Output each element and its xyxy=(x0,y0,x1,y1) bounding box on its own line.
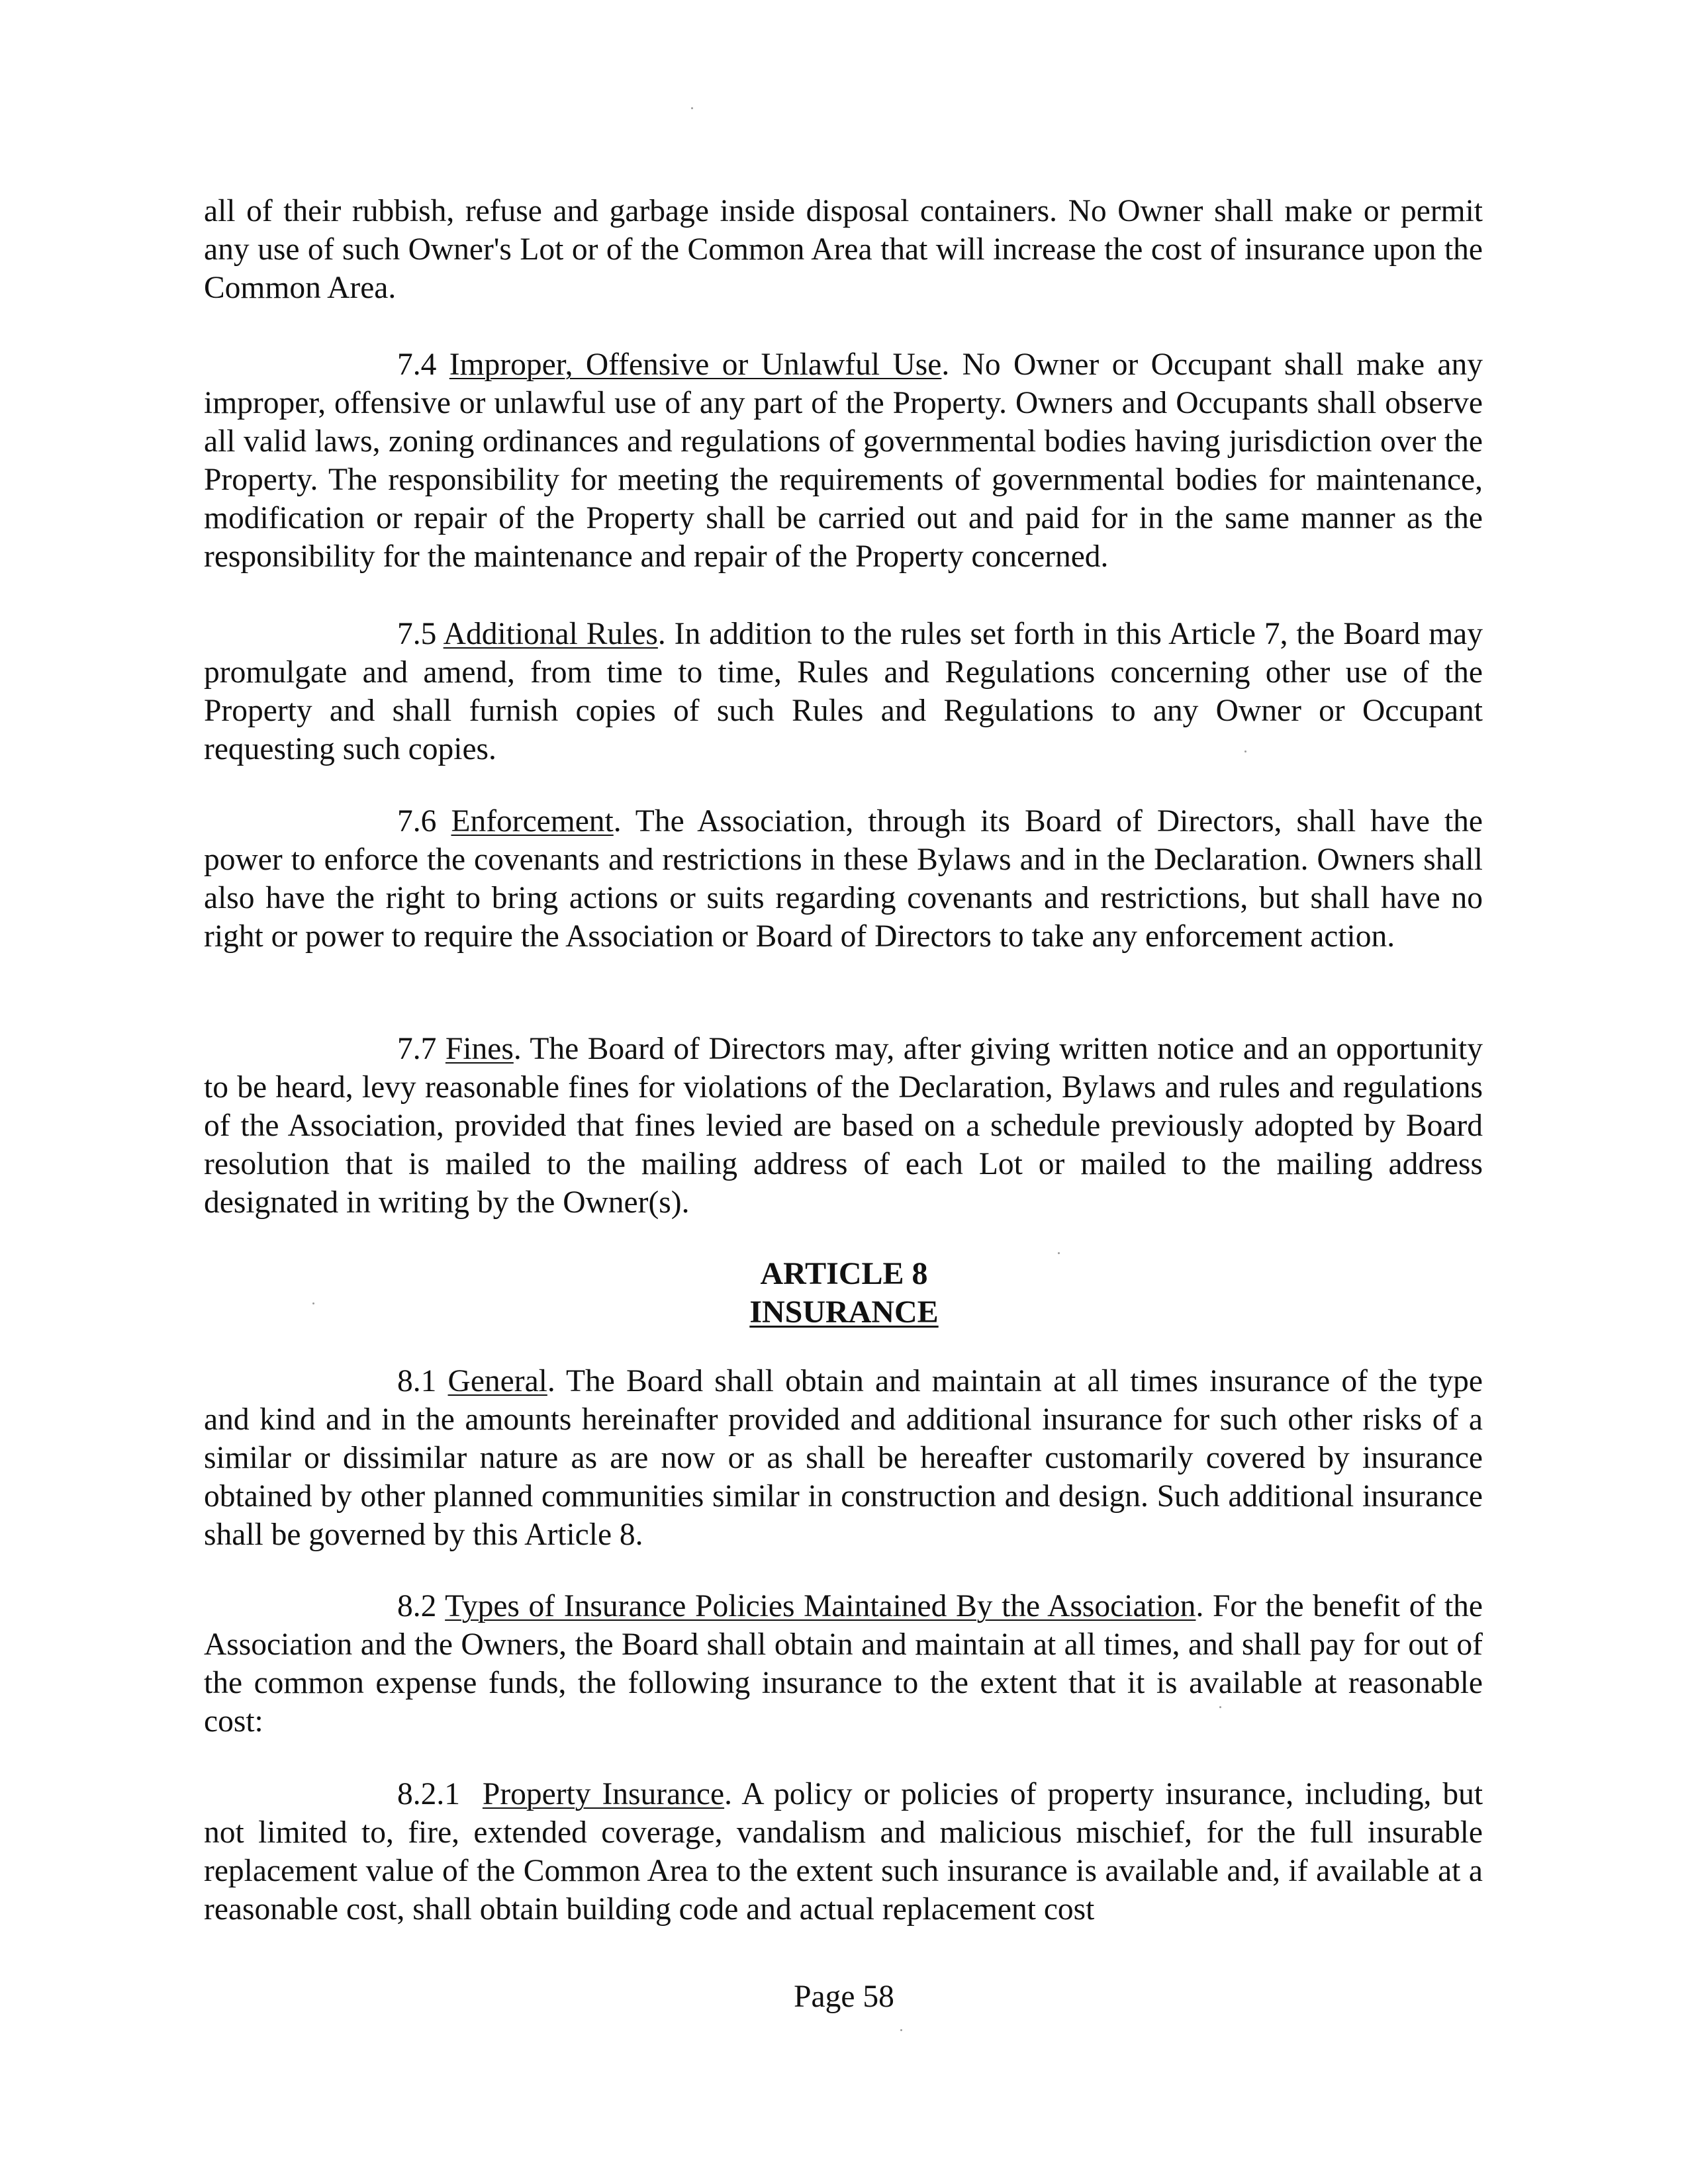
scan-speck xyxy=(312,1302,314,1304)
section-7-7: 7.7 Fines. The Board of Directors may, after giving written notice and an opportunity to be heard, levy reasonable fines for violations of the Declaration, Bylaws and rules and regulations of the Association, provided that fines levied are based on a schedule previously adopted by Board resolution that is mailed to the mailing address of each Lot or mailed to the mailing address designated in writing by the Owner(s). xyxy=(204,1032,1483,1220)
section-number: 7.7 xyxy=(397,1032,437,1066)
scan-speck xyxy=(1058,1252,1060,1254)
section-title: Additional Rules xyxy=(443,617,658,651)
section-8-2-1: 8.2.1 Property Insurance. A policy or policies of property insurance, including, but not limited to, fire, extended coverage, vandalism and malicious mischief, for the full insurable replacement value of the Common Area to the extent such insurance is available and, if available at a reasonable cost, shall obtain building code and actual replacement cost xyxy=(204,1777,1483,1927)
article-heading-title: INSURANCE xyxy=(749,1295,939,1330)
page-number: Page 58 xyxy=(794,1979,894,2014)
section-8-1: 8.1 General. The Board shall obtain and maintain at all times insurance of the type and kind and in the amounts hereinafter provided and additional insurance for such other risks of a similar or dissimilar nature as are now or as shall be hereafter customarily covered by insurance obtained by other planned communities similar in construction and design. Such additional insurance shall be governed by this Article 8. xyxy=(204,1364,1483,1552)
scan-speck xyxy=(691,107,693,109)
section-title: Enforcement xyxy=(451,804,614,839)
section-8-2: 8.2 Types of Insurance Policies Maintained By the Association. For the benefit of the Association and the Owners, the Board shall obtain and maintain at all times, and shall pay for out of the common expense funds, the following insurance to the extent that it is available at reasonable cost: xyxy=(204,1589,1483,1739)
section-title: Fines xyxy=(445,1032,514,1066)
intro-paragraph xyxy=(204,192,1483,307)
section-number: 7.4 xyxy=(397,347,437,382)
section-body: In addition to the rules set forth in this Article 7, the Board may promulgate and amend, from time to time, Rules and Regulations concerning other use of the Property and shall furnish copies of such Rules and Regulations to any Owner or Occupant requesting such copies. xyxy=(204,617,1483,766)
section-title: General xyxy=(447,1364,547,1398)
intro-text: all of their rubbish, refuse and garbage inside disposal containers. No Owner shall make or permit any use of such Owner's Lot or of the Common Area that will increase the cost of insurance upon the Common Area. xyxy=(204,194,1483,305)
scan-speck xyxy=(1244,751,1246,752)
section-number: 8.2 xyxy=(397,1589,437,1623)
section-body: A policy or policies of property insurance, including, but not limited to, fire, extended coverage, vandalism and malicious mischief, for the full insurable replacement value of the Common Area to the extent such insurance is available and, if available at a reasonable cost, shall obtain building code and actual replacement cost xyxy=(204,1777,1483,1927)
section-number: 7.5 xyxy=(397,617,437,651)
section-body: For the benefit of the Association and the Owners, the Board shall obtain and maintain at all times, and shall pay for out of the common expense funds, the following insurance to the extent that it is available at reasonable cost: xyxy=(204,1589,1483,1739)
section-body: The Association, through its Board of Directors, shall have the power to enforce the covenants and restrictions in these Bylaws and in the Declaration. Owners shall also have the right to bring actions or suits regarding covenants and restrictions, but shall have no right or power to require the Association or Board of Directors to take any enforcement action. xyxy=(204,804,1483,954)
section-title: Improper, Offensive or Unlawful Use xyxy=(449,347,942,382)
section-7-5: 7.5 Additional Rules. In addition to the rules set forth in this Article 7, the Board may promulgate and amend, from time to time, Rules and Regulations concerning other use of the Property and shall furnish copies of such Rules and Regulations to any Owner or Occupant requesting such copies. xyxy=(204,617,1483,766)
section-body: The Board of Directors may, after giving written notice and an opportunity to be heard, levy reasonable fines for violations of the Declaration, Bylaws and rules and regulations of the Association, provided that fines levied are based on a schedule previously adopted by Board resolution that is mailed to the mailing address of each Lot or mailed to the mailing address designated in writing by the Owner(s). xyxy=(204,1032,1483,1220)
scan-speck xyxy=(1219,1706,1221,1708)
section-title: Types of Insurance Policies Maintained By the Association xyxy=(445,1589,1196,1623)
section-number: 8.1 xyxy=(397,1364,437,1398)
article-heading-number: ARTICLE 8 xyxy=(760,1256,928,1291)
scan-speck xyxy=(900,2029,902,2031)
section-7-6: 7.6 Enforcement. The Association, through its Board of Directors, shall have the power to enforce the covenants and restrictions in these Bylaws and in the Declaration. Owners shall also have the right to bring actions or suits regarding covenants and restrictions, but shall have no right or power to require the Association or Board of Directors to take any enforcement action. xyxy=(204,804,1483,954)
section-number: 7.6 xyxy=(397,804,437,839)
section-body: The Board shall obtain and maintain at all times insurance of the type and kind and in the amounts hereinafter provided and additional insurance for such other risks of a similar or dissimilar nature as are now or as shall be hereafter customarily covered by insurance obtained by other planned communities similar in construction and design. Such additional insurance shall be governed by this Article 8. xyxy=(204,1364,1483,1552)
section-number: 8.2.1 xyxy=(397,1777,460,1811)
section-title: Property Insurance xyxy=(482,1777,725,1811)
section-7-4: 7.4 Improper, Offensive or Unlawful Use. No Owner or Occupant shall make any improper, offensive or unlawful use of any part of the Property. Owners and Occupants shall observe all valid laws, zoning ordinances and regulations of governmental bodies having jurisdiction over the Property. The responsibility for meeting the requirements of governmental bodies for maintenance, modification or repair of the Property shall be carried out and paid for in the same manner as the responsibility for the maintenance and repair of the Property concerned. xyxy=(204,347,1483,574)
section-body: No Owner or Occupant shall make any improper, offensive or unlawful use of any part of the Property. Owners and Occupants shall observe all valid laws, zoning ordinances and regulations of governmental bodies having jurisdiction over the Property. The responsibility for meeting the requirements of governmental bodies for maintenance, modification or repair of the Property shall be carried out and paid for in the same manner as the responsibility for the maintenance and repair of the Property concerned. xyxy=(204,347,1483,574)
